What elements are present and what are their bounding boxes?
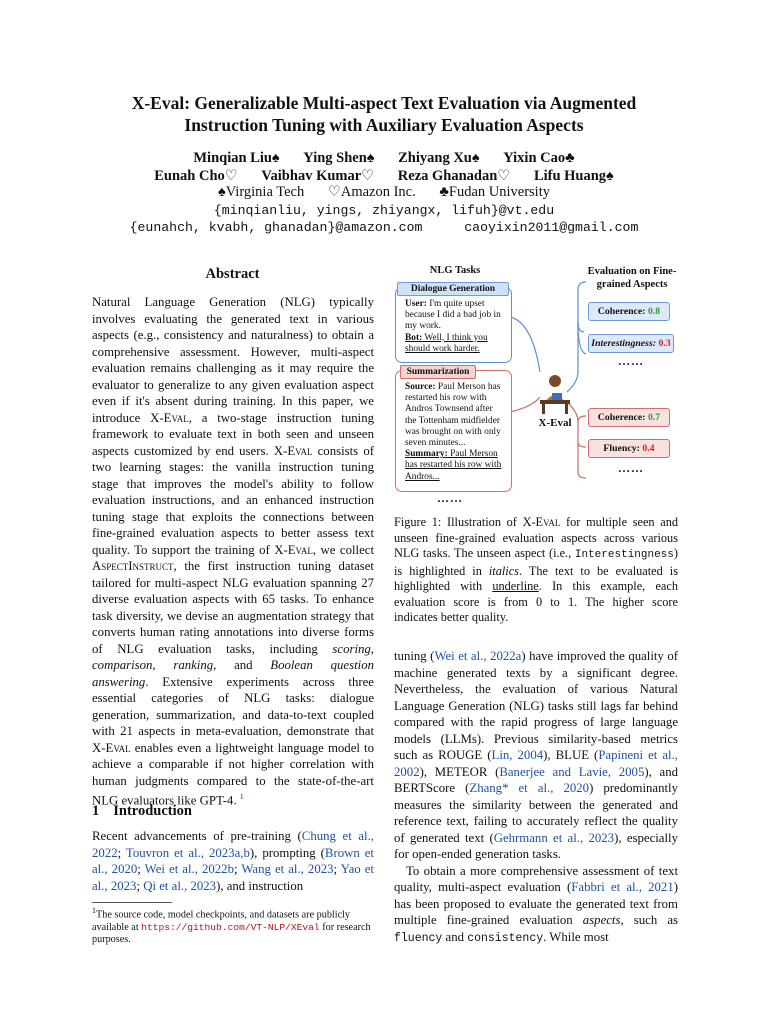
aspect-box-coherence-dialogue: Coherence: 0.8 [588,302,670,321]
xeval-name: X-Eval [273,443,313,458]
dataset-name: AspectInstruct [92,559,174,573]
abstract-heading: Abstract [205,266,260,282]
right-column-text: tuning (Wei et al., 2022a) have improved the quality of machine generated texts by a significant degree. Nevertheless, the evaluation of various Natural Language Generation (NLG) tasks still lags far behind compared with the rapid progress of large language models (LLMs). Previous similarity-based metrics such as ROUGE (Lin, 2004), BLUE (Papineni et al., 2002), METEOR (Banerjee and Lavie, 2005), and BERTScore (Zhang* et al., 2020) predominantly measures the similarity between the generated and reference text, failing to accurately reflect the quality of generated text (Gehrmann et al., 2023), especially for open-ended generation tasks. To obtain a more comprehensive assessment of text quality, multi-aspect evaluation (Fabbri et al., 2021) has been proposed to evaluate the generated text from multiple fine-grained evaluation aspects, such as fluency and consistency. While most [394,649,679,945]
nlg-tasks-label: NLG Tasks [429,265,481,276]
repo-link[interactable]: https://github.com/VT-NLP/XEval [141,921,320,933]
connector-line [510,317,540,372]
xeval-name: X-Eval [150,410,189,425]
affiliations [60,184,708,201]
brace [567,402,586,478]
more-tasks-ellipsis: …… [437,491,463,505]
brace [578,442,586,447]
xeval-name: X-Eval [274,542,313,557]
evaluation-label: Evaluation on Fine-grained Aspects [587,266,677,290]
paper-title [80,92,688,136]
author: Reza Ghanadan♡ [397,168,511,184]
xeval-name: X-Eval [92,740,131,755]
summarization-tag: Summarization [400,365,476,379]
author: Lifu Huang♠ [533,168,614,184]
dialogue-content: User: I'm quite upset because I did a bad job in my work. Bot: Well, I think you should work harder. [405,299,501,354]
author: Yixin Cao♣ [503,150,575,166]
affiliation: ♡Amazon Inc. [327,184,416,200]
citation-link[interactable]: Brown et al., 2020 [92,845,374,876]
more-aspects-ellipsis: …… [618,354,644,368]
footnote-marker[interactable]: 1 [239,792,244,801]
email-amazon: {eunahch, kvabh, ghanadan}@amazon.com [129,220,423,235]
introduction-text: Recent advancements of pre-training (Chung et al., 2022; Touvron et al., 2023a,b), prompting (Brown et al., 2020; Wei et al., 2022b; Wang et al., 2023; Yao et al., 2023; Qi et al., 2023), and instruction [92,829,374,893]
citation-link[interactable]: Wang et al., 2023 [241,862,334,876]
footnote-rule [92,902,172,903]
figure-caption: Figure 1: Illustration of X-Eval for multiple seen and unseen fine-grained evaluation aspects across various NLG tasks. The unseen aspect (i.e., Interestingness) is highlighted in italics. The text to be evaluated is highlighted with underline. In this example, each evaluation score is from 0 to 1. The higher score indicates better quality. [394,515,678,624]
citation-link[interactable]: Chung et al., 2022 [92,829,374,860]
aspect-box-fluency: Fluency: 0.4 [588,439,670,458]
footnote: $^1$The source code, model checkpoints, and datasets are publicly available at https://github.com/VT-NLP/XEval for research purposes. [92,906,371,946]
model-label: X-Eval [538,417,572,429]
citation-link[interactable]: Lin, 2004 [491,748,544,762]
affiliation: ♠Virginia Tech [218,184,305,200]
citation-link[interactable]: Wei et al., 2022a [434,649,522,663]
email-line-1: {minqianliu, yings, zhiyangx, lifuh}@vt.edu [213,203,555,218]
brace [578,322,586,354]
dialogue-tag: Dialogue Generation [397,282,509,296]
author: Eunah Cho♡ [154,168,238,184]
author: Minqian Liu♠ [193,150,280,166]
citation-link[interactable]: Banerjee and Lavie, 2005 [499,764,645,779]
authors-line-2 [60,167,708,185]
citation-link[interactable]: Zhang* et al., 2020 [469,781,590,795]
title-line-2: Instruction Tuning with Auxiliary Evaluation Aspects [184,115,584,135]
figure-1 [392,262,680,507]
abstract-text: Natural Language Generation (NLG) typically involves evaluating the generated text in various aspects (e.g., consistency and naturalness) to obtain a comprehensive assessment. However, multi-aspect evaluation remains challenging as it may require the evaluator to generalize to any given evaluation aspect even if it's absent during training. In this paper, we introduce X-Eval, a two-stage instruction tuning framework to evaluate text in both seen and unseen aspects customized by end users. X-Eval consists of two learning stages: the vanilla instruction tuning stage that improves the model's ability to follow evaluation instructions, and an enhanced instruction tuning stage that exploits the connections between fine-grained evaluation aspects to better assess text quality. To support the training of X-Eval, we collect AspectInstruct, the first instruction tuning dataset tailored for multi-aspect NLG evaluation spanning 27 diverse evaluation aspects with 65 tasks. To enhance task diversity, we devise an augmentation strategy that converts human rating annotations into diverse forms of NLG evaluation tasks, including scoring, comparison, ranking, and Boolean question answering. Extensive experiments across three essential categories of NLG tasks: dialogue generation, summarization, and data-to-text coupled with 21 aspects in meta-evaluation, demonstrate that X-Eval enables even a lightweight language model to achieve a comparable if not higher correlation with human judgments compared to the state-of-the-art NLG evaluators like GPT-4. $^1$ [92,295,375,808]
title-line-1: X-Eval: Generalizable Multi-aspect Text Evaluation via Augmented [131,93,637,113]
affiliation: ♣Fudan University [439,184,550,200]
citation-link[interactable]: Papineni et al., 2002 [394,748,679,779]
summarization-content: Source: Paul Merson has restarted his row with Andros Townsend after the Tottenham midfielder was brought on with only seven minutes... Summary: Paul Merson has restarted his row with Andros... [405,382,502,482]
authors-line-1 [60,150,708,167]
citation-link[interactable]: Qi et al., 2023 [143,878,217,893]
citation-link[interactable]: Fabbri et al., 2021 [571,880,674,894]
author: Ying Shen♠ [303,150,375,166]
citation-link[interactable]: Gehrmann et al., 2023 [493,830,615,845]
author: Vaibhav Kumar♡ [261,168,375,184]
citation-link[interactable]: Touvron et al., 2023a,b [125,845,250,860]
email-fudan: caoyixin2011@gmail.com [464,220,639,235]
brace [567,322,578,392]
more-aspects-ellipsis: …… [618,461,644,475]
author: Zhiyang Xu♠ [398,150,480,166]
section-heading-introduction: 1 Introduction [92,803,192,819]
citation-link[interactable]: Yao et al., 2023 [92,862,374,893]
evaluator-person-icon [540,375,570,414]
citation-link[interactable]: Wei et al., 2022b [144,862,234,876]
aspect-box-interestingness: Interestingness: 0.3 [588,334,674,353]
email-line-2 [60,220,708,235]
connector-line [510,397,540,412]
aspect-box-coherence-summ: Coherence: 0.7 [588,408,670,427]
